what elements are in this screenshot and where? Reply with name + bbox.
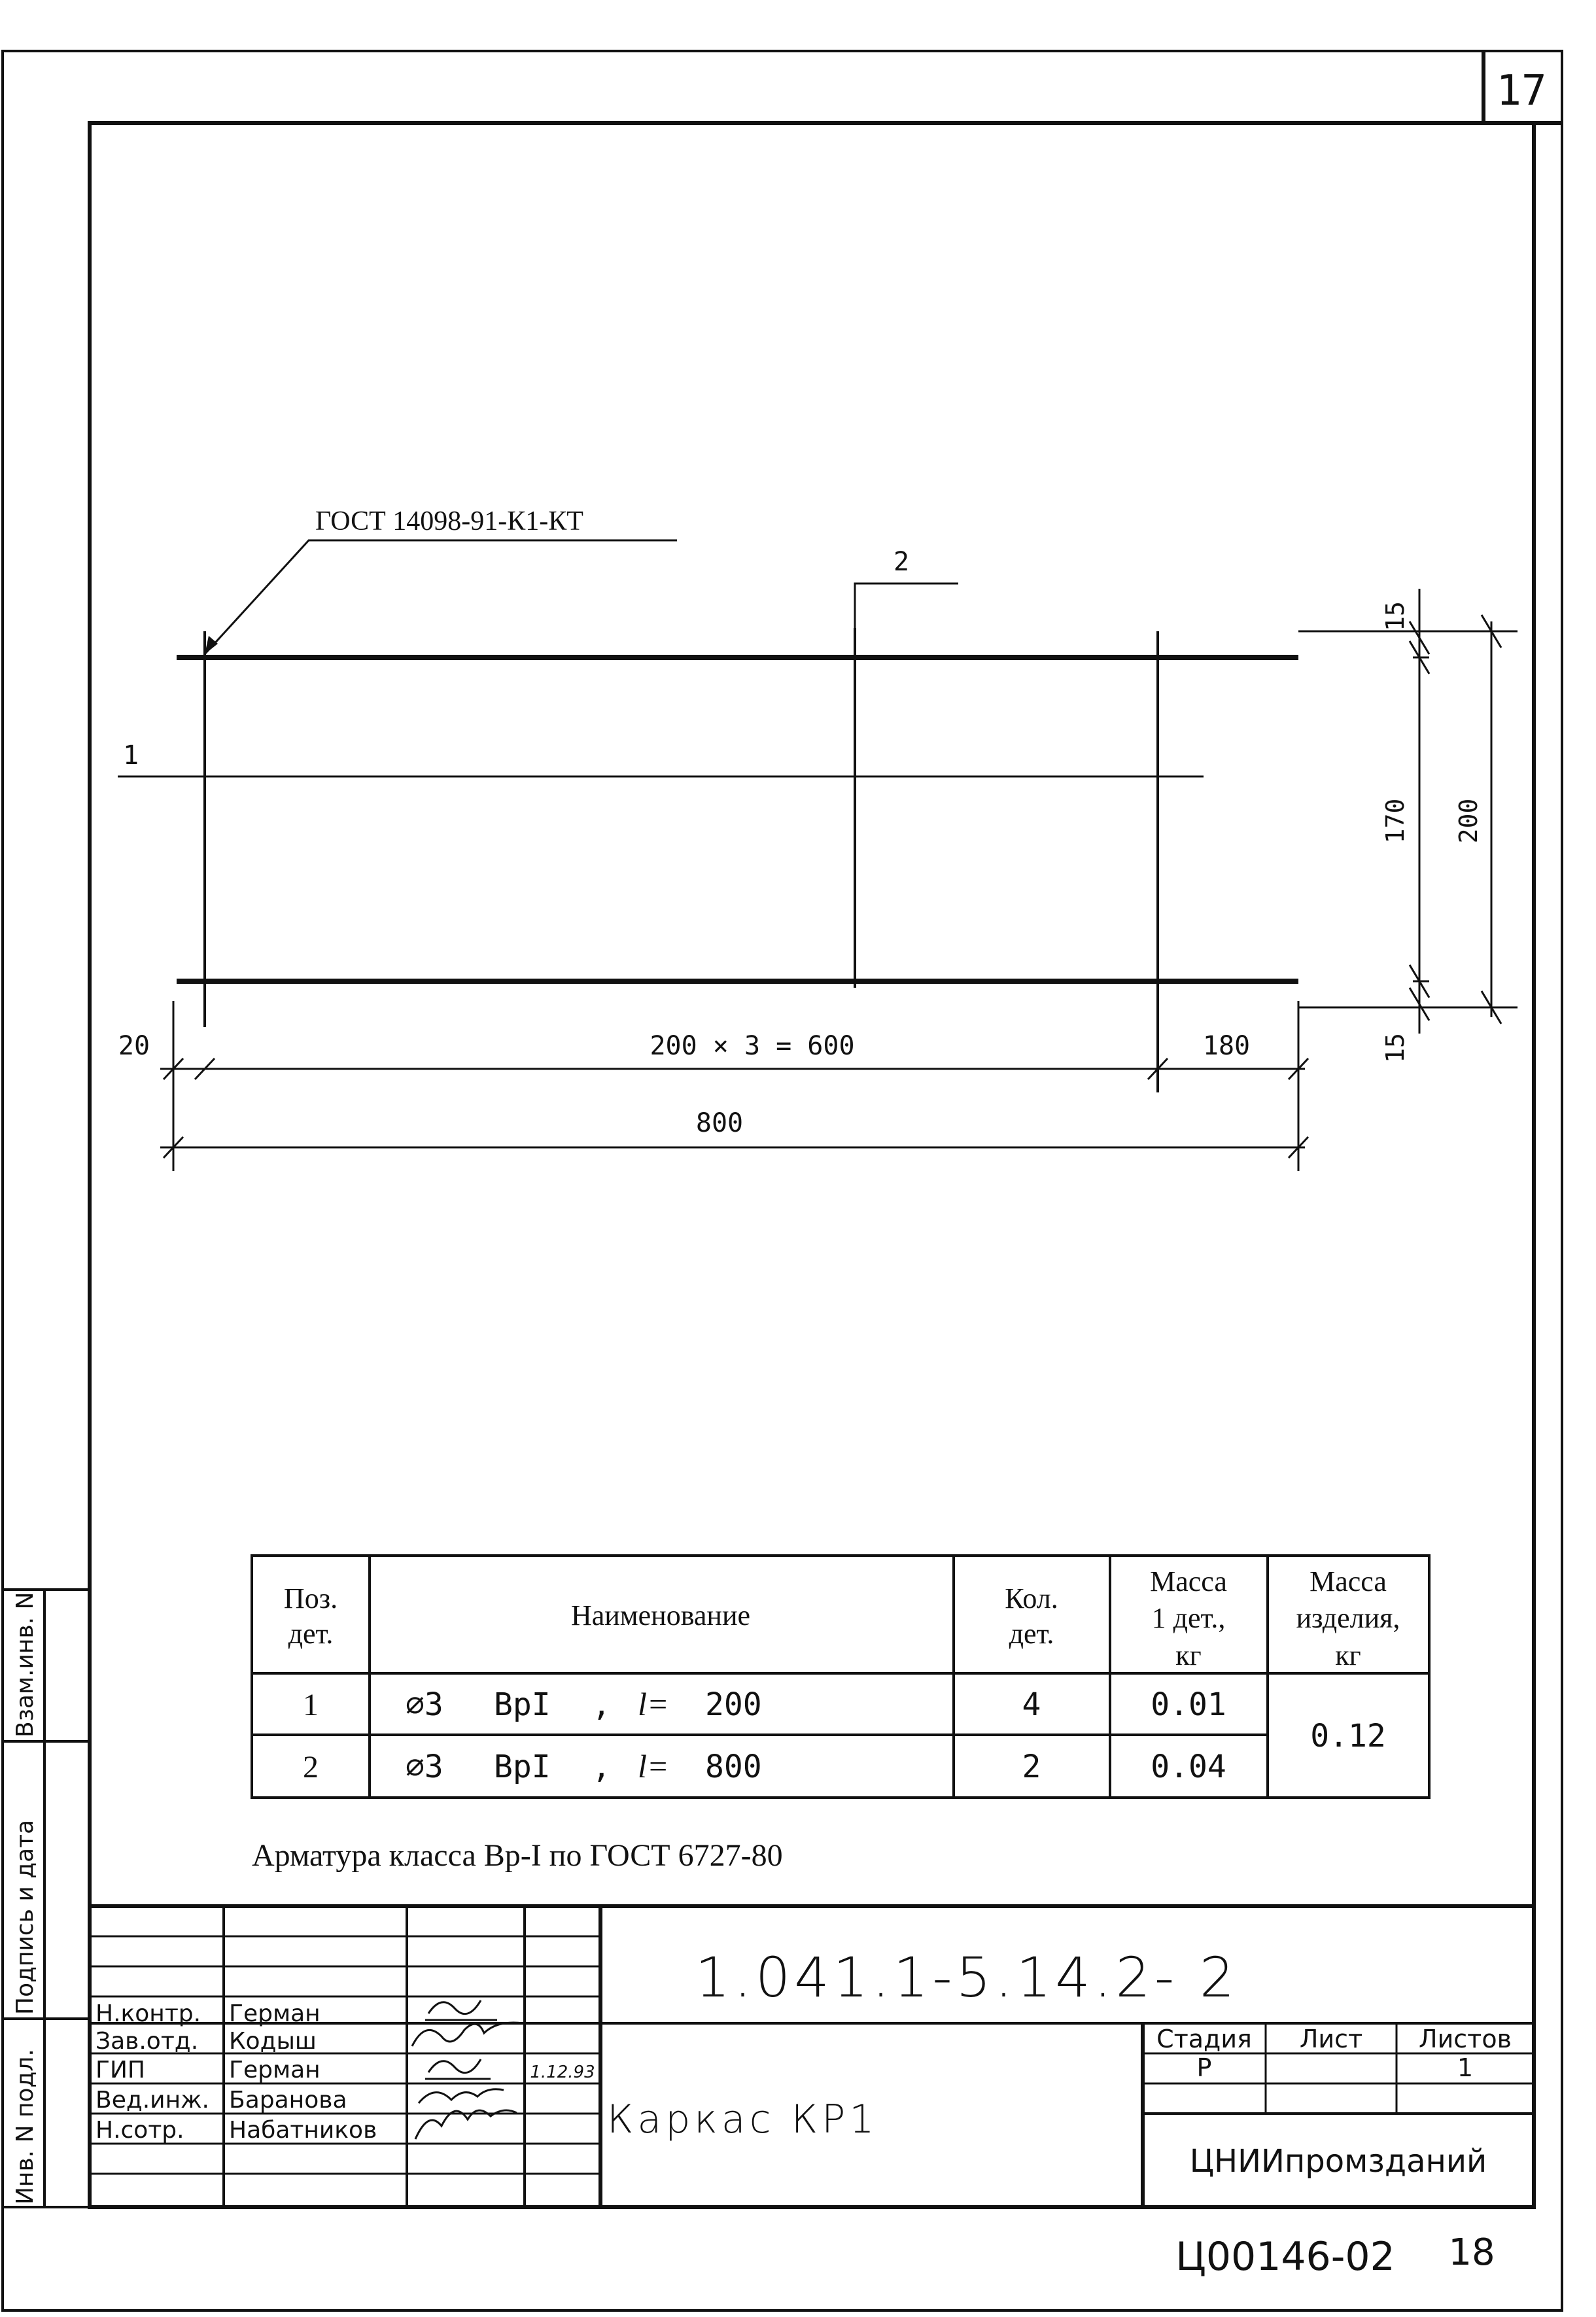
signature [419, 2089, 504, 2103]
row-2-qty: 2 [1022, 1749, 1041, 1785]
position-1-label: 1 [122, 740, 139, 771]
row-1-qty: 4 [1022, 1686, 1041, 1723]
signature [415, 2110, 517, 2139]
row-2-class: ВрI [494, 1749, 551, 1785]
spec-table [252, 1556, 1429, 1798]
weld-note-leader [205, 540, 677, 654]
dim-total-height: 200 [1454, 798, 1483, 844]
sheet-inner-frame [90, 123, 1534, 2207]
signer-role: Н.сотр. [95, 2117, 184, 2144]
signature [412, 2023, 563, 2046]
designation: 1.041.1-5.14.2- 2 [695, 1945, 1239, 2010]
row-2-diam: ⌀3 [406, 1749, 443, 1785]
header-mass1-line2: 1 дет., [1151, 1602, 1226, 1634]
organization: ЦНИИпромзданий [1189, 2143, 1487, 2180]
signer-row [95, 2110, 517, 2144]
svg-text:,: , [592, 1749, 611, 1785]
dim-spacing: 200 × 3 = 600 [650, 1031, 855, 1061]
dim-top-offset: 15 [1381, 601, 1410, 631]
header-mass-total-line3: кг [1335, 1639, 1361, 1671]
weld-note: ГОСТ 14098-91-К1-КТ [315, 506, 583, 536]
total-mass: 0.12 [1310, 1718, 1386, 1754]
stage-label: Стадия [1156, 2025, 1252, 2053]
header-pos-line1: Поз. [283, 1582, 338, 1614]
side-stamp-podpis: Подпись и дата [12, 1819, 39, 2015]
header-qty-line2: дет. [1009, 1618, 1054, 1650]
header-mass-total-line2: изделия, [1296, 1602, 1400, 1634]
stage-value: Р [1196, 2053, 1212, 2082]
row-1-len-label: l= [638, 1686, 669, 1722]
row-2-mass: 0.04 [1151, 1749, 1226, 1785]
row-1-mass: 0.01 [1151, 1686, 1226, 1723]
dim-right-offset: 180 [1202, 1031, 1251, 1061]
dim-left-offset: 20 [118, 1031, 150, 1061]
page-number-box [1483, 51, 1562, 177]
signer-name: Баранова [229, 2087, 347, 2114]
signer-row [95, 2057, 595, 2083]
sheets-value: 1 [1457, 2053, 1474, 2082]
signer-name: Набатников [229, 2117, 377, 2144]
side-stamp-vzam: Взам.инв. N [12, 1592, 39, 1737]
signer-role: Н.контр. [95, 2000, 201, 2027]
dim-bottom-offset: 15 [1381, 1033, 1410, 1063]
row-2-len-label: l= [638, 1748, 669, 1785]
side-stamp [3, 1590, 90, 2207]
header-mass1-line1: Масса [1150, 1565, 1227, 1597]
svg-text:,: , [592, 1686, 611, 1723]
position-2-label: 2 [893, 547, 910, 577]
row-1-class: ВрI [494, 1686, 551, 1723]
table-row [303, 1686, 1226, 1723]
header-mass-total-line1: Масса [1310, 1565, 1387, 1597]
signer-name: Герман [229, 2000, 321, 2027]
signer-row [95, 2087, 504, 2114]
signer-role: Вед.инж. [95, 2087, 209, 2114]
weld-note-arrow [205, 636, 218, 654]
row-1-len: 200 [705, 1686, 762, 1723]
header-name: Наименование [570, 1599, 751, 1631]
frame-drawing [118, 506, 1518, 1171]
dim-inner-height: 170 [1381, 798, 1410, 844]
row-1-diam: ⌀3 [406, 1686, 443, 1723]
row-1-pos: 1 [303, 1688, 319, 1722]
side-stamp-inv-podl: Инв. N подл. [12, 2049, 39, 2204]
stamp-code: Ц00146-02 [1175, 2234, 1395, 2280]
page-number: 17 [1496, 67, 1547, 115]
signer-role: ГИП [95, 2057, 145, 2083]
row-2-pos: 2 [303, 1750, 319, 1785]
dim-total-length: 800 [695, 1108, 744, 1138]
sheet-label: Лист [1299, 2025, 1363, 2053]
title-block [90, 1906, 1534, 2207]
signature [425, 2000, 497, 2020]
stamp-sheet: 18 [1448, 2231, 1495, 2274]
header-pos-line2: дет. [288, 1618, 334, 1650]
row-2-len: 800 [705, 1749, 762, 1785]
steel-note: Арматура класса Вр-I по ГОСТ 6727-80 [252, 1838, 783, 1873]
signer-name: Кодыш [229, 2028, 317, 2055]
signature [425, 2059, 491, 2079]
sheets-label: Листов [1419, 2025, 1512, 2053]
signer-role: Зав.отд. [95, 2028, 199, 2055]
table-row [303, 1748, 1226, 1785]
signer-name: Герман [229, 2057, 321, 2083]
position-2-leader [855, 584, 958, 657]
signer-date: 1.12.93 [530, 2063, 595, 2082]
product-name: Каркас КР1 [607, 2097, 878, 2142]
header-qty-line1: Кол. [1005, 1582, 1058, 1614]
signer-row [95, 2023, 563, 2055]
header-mass1-line3: кг [1175, 1639, 1202, 1671]
